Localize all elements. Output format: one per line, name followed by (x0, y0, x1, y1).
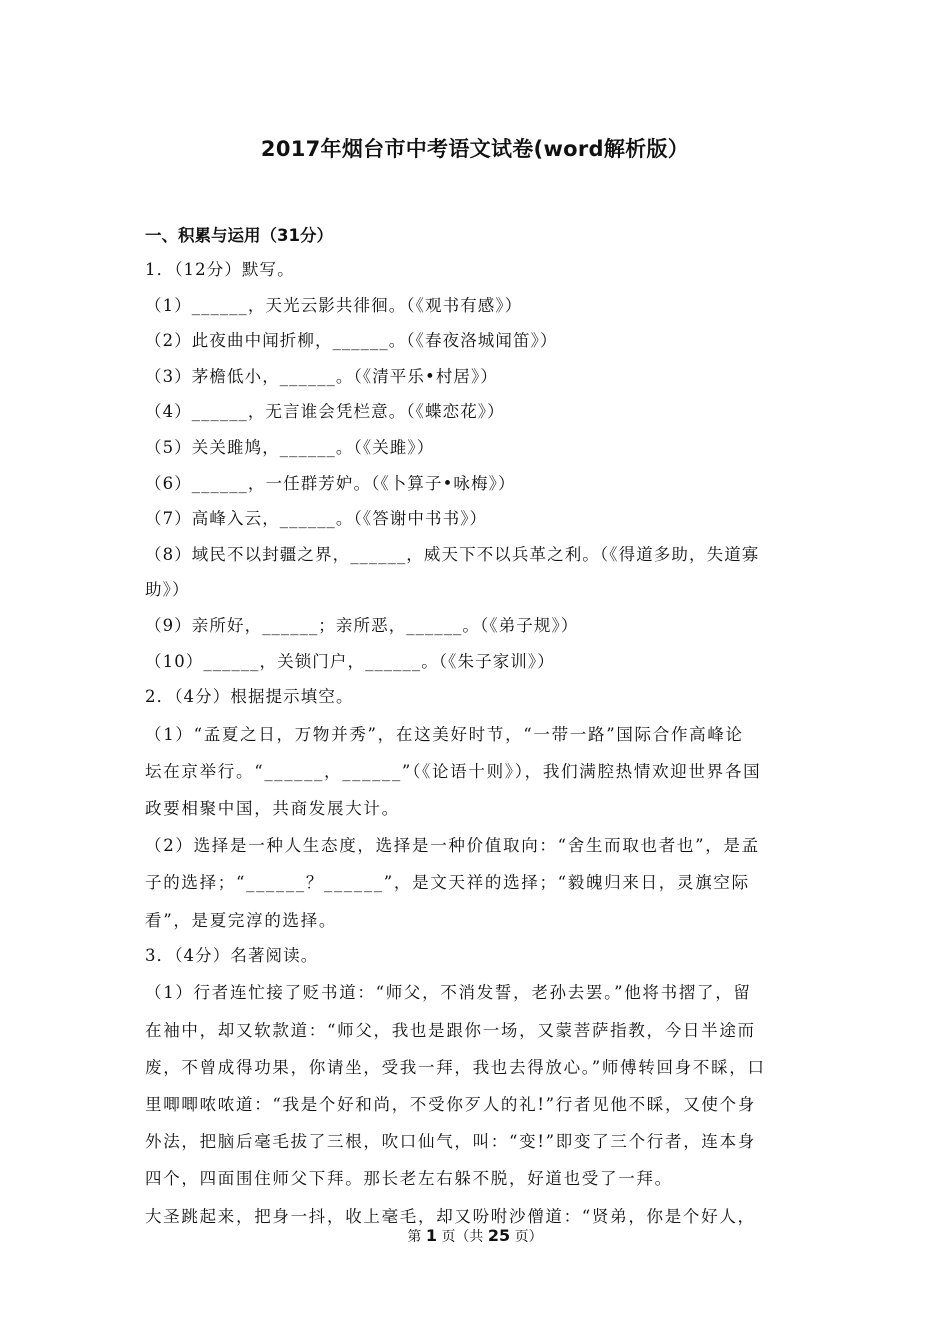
footer-suffix: 页） (514, 1229, 543, 1245)
text-line: 子的选择；“______？______”，是文天祥的选择；“毅魄归来日，灵旗空际 (145, 873, 750, 893)
text-line: （5）关关雎鸠，______。（《关雎》） (145, 437, 435, 457)
text-line: （1）行者连忙接了贬书道：“师父，不消发誓，老孙去罢。”他将书摺了，留 (145, 983, 752, 1003)
text-line: 3．（4分）名著阅读。 (145, 945, 319, 965)
text-line: 看”，是夏完淳的选择。 (145, 910, 338, 930)
footer-total-pages: 25 (487, 1226, 511, 1245)
text-line: 助》） (145, 580, 190, 600)
text-line: （4）______，无言谁会凭栏意。（《蝶恋花》） (145, 402, 505, 422)
text-line: 大圣跳起来，把身一抖，收上毫毛，却又吩咐沙僧道：“贤弟，你是个好人， (145, 1206, 756, 1226)
text-line: 坛在京举行。“______，______”（《论语十则》），我们满腔热情欢迎世界各国 (145, 761, 762, 781)
section-heading: 一、积累与运用（31分） (145, 226, 333, 245)
text-line: 四个，四面围住师父下拜。那长老左右躲不脱，好道也受了一拜。 (145, 1169, 673, 1189)
footer-middle: 页（共 (441, 1229, 484, 1245)
text-line: （8）域民不以封疆之界，______，威天下不以兵革之利。（《得道多助，失道寡 (145, 544, 760, 564)
text-line: （7）高峰入云，______。（《答谢中书书》） (145, 509, 488, 529)
footer-prefix: 第 (407, 1229, 422, 1245)
text-line: （6）______，一任群芳妒。（《卜算子•咏梅》） (145, 473, 516, 493)
document-body (145, 254, 809, 1236)
text-line: （10）______，关锁门户，______。（《朱子家训》） (145, 651, 555, 671)
text-line: 废，不曾成得功果，你请坐，受我一拜，我也去得放心。”师傅转回身不睬，口 (145, 1057, 766, 1077)
text-line: 外法，把脑后毫毛拔了三根，吹口仙气，叫：“变!”即变了三个行者，连本身 (145, 1132, 757, 1152)
text-line: （2）此夜曲中闻折柳，______。（《春夜洛城闻笛》） (145, 331, 558, 351)
text-line: （9）亲所好，______；亲所恶，______。（《弟子规》） (145, 615, 579, 635)
text-line: 政要相聚中国，共商发展大计。 (145, 799, 400, 819)
text-line: 里唧唧哝哝道：“我是个好和尚，不受你歹人的礼!”行者见他不睬，又使个身 (145, 1095, 757, 1114)
document-title: 2017年烟台市中考语文试卷(word解析版） (260, 137, 690, 161)
text-line: （3）茅檐低小，______。（《清平乐•村居》） (145, 366, 498, 386)
text-line: 在袖中，却又软款道：“师父，我也是跟你一场，又蒙菩萨指教，今日半途而 (145, 1020, 756, 1040)
text-line: （1）______，天光云影共徘徊。（《观书有感》） (145, 295, 523, 315)
text-line: （2）选择是一种人生态度，选择是一种价值取向：“舍生而取也者也”，是孟 (145, 836, 760, 856)
text-line: （1）“孟夏之日，万物并秀”，在这美好时节，“一带一路”国际合作高峰论 (145, 724, 744, 744)
text-line: 2．（4分）根据提示填空。 (145, 687, 354, 707)
footer-page-number: 1 (425, 1226, 437, 1245)
page-footer (0, 1226, 950, 1246)
text-line: 1．（12分）默写。 (145, 260, 295, 279)
